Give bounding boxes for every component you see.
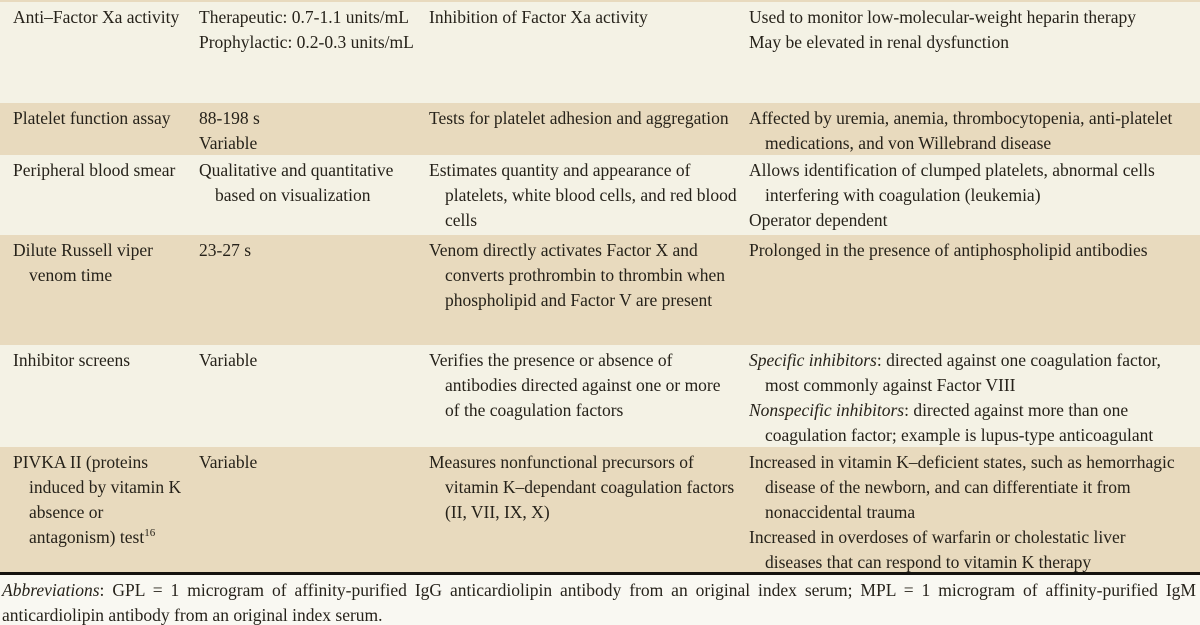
reference-line: 88-198 s [199,108,260,128]
citation-superscript: 16 [144,527,156,540]
clinical-notes-cell [749,158,1187,235]
table-row-peripheral-blood-smear [0,155,1200,235]
clinical-note [749,398,1185,447]
mechanism-cell [429,348,749,447]
reference-line: Qualitative and quantitative based on visualization [199,160,394,205]
abbreviations-footnote [0,575,1200,625]
clinical-note: Allows identification of clumped platelets, abnormal cells interfering with coagulation (leukemia) [749,160,1155,205]
reference-range-cell [199,158,429,235]
footnote-text [2,578,1196,625]
clinical-notes-cell [749,348,1187,447]
test-name: Peripheral blood smear [13,160,176,180]
test-name-cell [13,5,199,103]
clinical-note: Used to monitor low-molecular-weight heparin therapy [749,7,1136,27]
reference-line: Therapeutic: 0.7-1.1 units/mL [199,7,409,27]
mechanism-text: Inhibition of Factor Xa activity [429,7,648,27]
mechanism-text: Venom directly activates Factor X and converts prothrombin to thrombin when phospholipid and Factor V are present [429,240,725,310]
mechanism-cell [429,5,749,103]
clinical-note: May be elevated in renal dysfunction [749,32,1009,52]
inhibitor-type-label: Specific inhibitors [749,350,877,370]
mechanism-text: Measures nonfunctional precursors of vitamin K–dependant coagulation factors (II, VII, IX, X) [429,452,735,522]
test-name-cell [13,238,199,345]
table-row-platelet-function-assay [0,103,1200,155]
reference-line: Prophylactic: 0.2-0.3 units/mL [199,32,414,52]
reference-line: Variable [199,133,258,153]
clinical-note: Increased in vitamin K–deficient states, such as hemorrhagic disease of the newborn, and can differentiate it from nonaccidental trauma [749,452,1175,522]
mechanism-cell [429,238,749,345]
reference-line: Variable [199,452,258,472]
test-name: Dilute Russell viper venom time [13,240,153,285]
clinical-note: Prolonged in the presence of antiphospholipid antibodies [749,240,1148,260]
table-row-inhibitor-screens [0,345,1200,447]
mechanism-cell [429,450,749,572]
clinical-notes-cell [749,5,1187,103]
reference-line: 23-27 s [199,240,252,260]
clinical-note: Operator dependent [749,210,888,230]
test-name-cell [13,158,199,235]
reference-range-cell [199,348,429,447]
inhibitor-type-text: : directed against more than one coagulation factor; example is lupus-type anticoagulant [765,400,1154,445]
test-name-cell [13,106,199,155]
clinical-notes-cell [749,450,1187,572]
reference-range-cell [199,106,429,155]
clinical-note [749,348,1185,398]
inhibitor-type-label: Nonspecific inhibitors [749,400,905,420]
clinical-note: Affected by uremia, anemia, thrombocytopenia, anti-platelet medications, and von Willebrand disease [749,108,1173,153]
test-name: PIVKA II (proteins induced by vitamin K absence or antagonism) test$^{16}$ [13,452,182,547]
footnote-body: : GPL = 1 microgram of affinity-purified IgG anticardiolipin antibody from an original index serum; MPL = 1 microgram of affinity-purified IgM anticardiolipin antibody from an original index serum. [2,580,1196,625]
reference-range-cell [199,238,429,345]
test-name: Inhibitor screens [13,350,131,370]
mechanism-text: Estimates quantity and appearance of platelets, white blood cells, and red blood cells [429,160,737,230]
reference-range-cell [199,5,429,103]
table-row-dilute-russell-viper-venom-time [0,235,1200,345]
reference-range-cell [199,450,429,572]
table-row-pivka-ii-test [0,447,1200,572]
mechanism-cell [429,158,749,235]
mechanism-cell [429,106,749,155]
reference-line: Variable [199,350,258,370]
table-row-anti-factor-xa [0,2,1200,103]
footnote-lead: Abbreviations [2,580,100,600]
mechanism-text: Tests for platelet adhesion and aggregation [429,108,729,128]
clinical-notes-cell [749,238,1187,345]
test-name-cell [13,348,199,447]
test-name: Platelet function assay [13,108,171,128]
test-name-cell [13,450,199,572]
clinical-notes-cell [749,106,1187,155]
mechanism-text: Verifies the presence or absence of antibodies directed against one or more of the coagulation factors [429,350,721,420]
test-name: Anti–Factor Xa activity [13,7,180,27]
inhibitor-type-text: : directed against one coagulation factor, most commonly against Factor VIII [765,350,1161,395]
clinical-note: Increased in overdoses of warfarin or cholestatic liver diseases that can respond to vitamin K therapy [749,527,1126,572]
